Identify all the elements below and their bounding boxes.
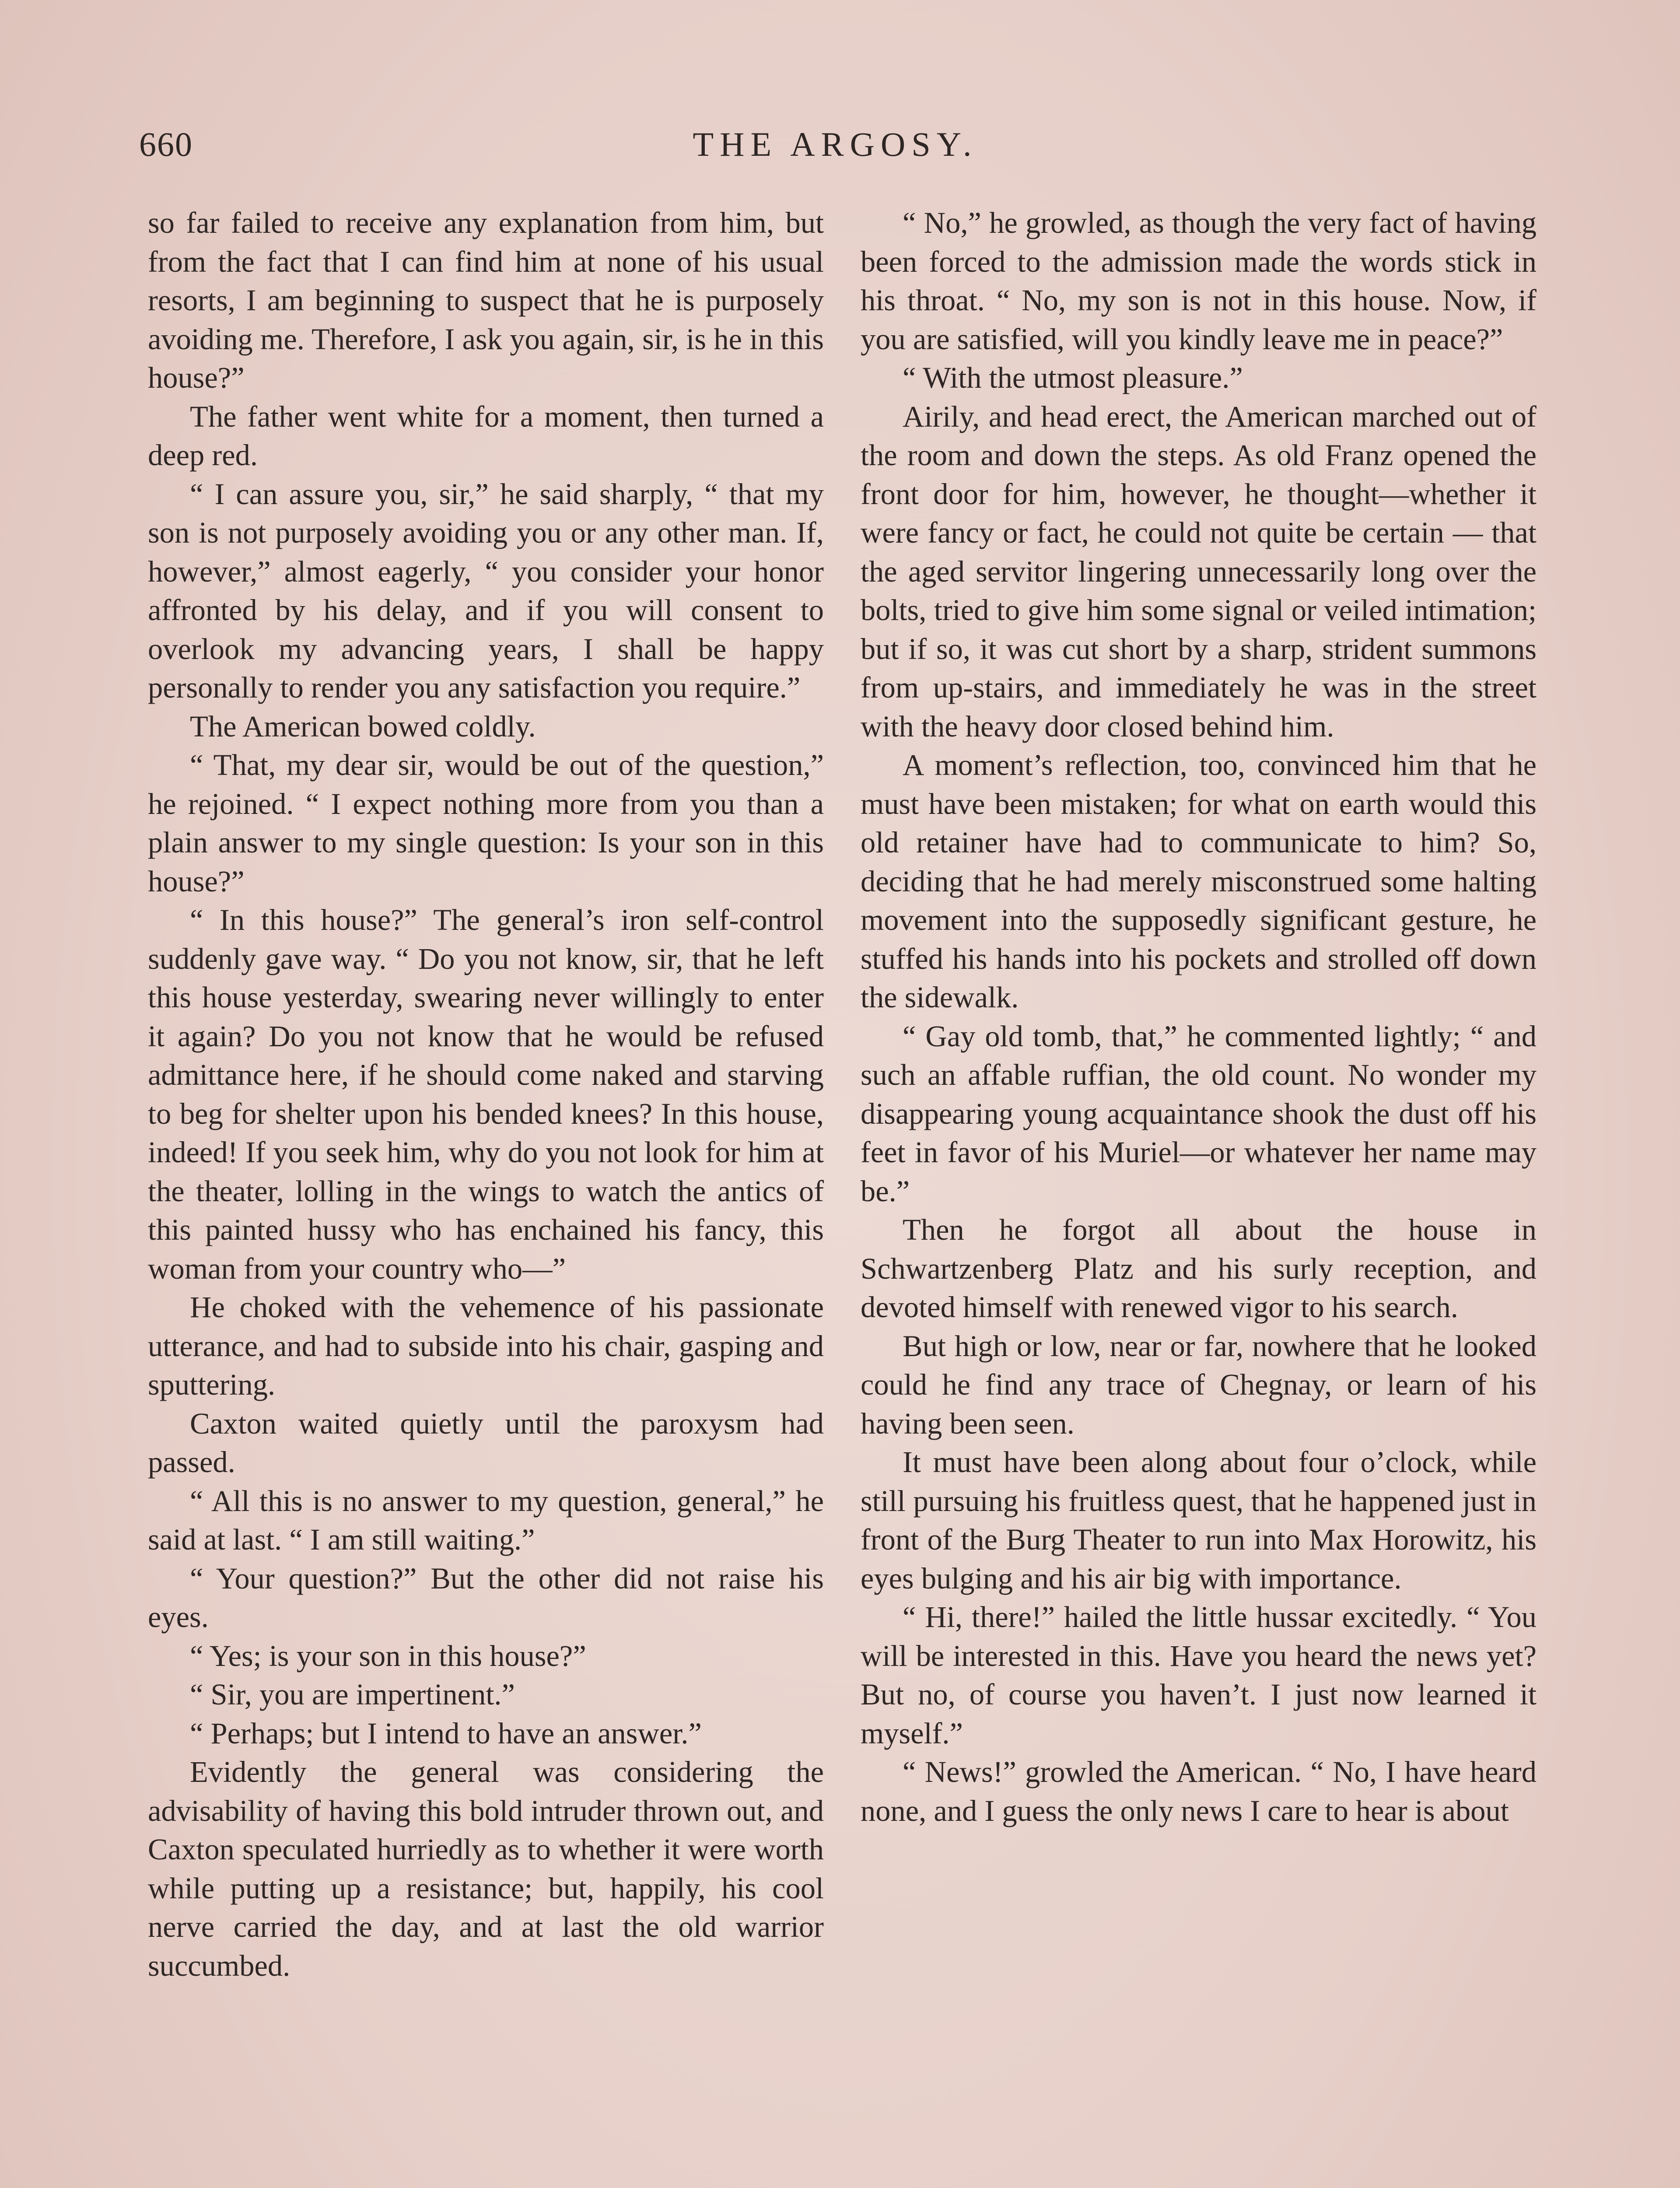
right-column — [861, 203, 1536, 1830]
paragraph: “ Sir, you are impertinent.” — [190, 1678, 515, 1711]
paragraph: A moment’s reflection, too, convinced him that he must have been mistaken; for what on earth would this old retainer have had to communicate to him? So, deciding that he had merely misconstrued some halting movement into the supposedly significant gesture, he stuffed his hands into his pockets and strolled off down the sidewalk. — [861, 748, 1536, 1014]
paragraph: “ Perhaps; but I intend to have an answer.” — [190, 1716, 702, 1750]
paragraph: “ Yes; is your son in this house?” — [190, 1639, 586, 1673]
page-number: 660 — [139, 125, 193, 163]
paragraph: It must have been along about four o’clock, while still pursuing his fruitless quest, that he happened just in front of the Burg Theater to run into Max Horowitz, his eyes bulging and his air big with importance. — [861, 1445, 1536, 1595]
paragraph: Airily, and head erect, the American marched out of the room and down the steps. As old Franz opened the front door for him, however, he thought—whether it were fancy or fact, he could not quite be certain — that the aged servitor lingering unnecessarily long over the bolts, tried to give him some signal or veiled intimation; but if so, it was cut short by a sharp, strident summons from up-stairs, and immediately he was in the street with the heavy door closed behind him. — [861, 400, 1536, 743]
paragraph: The American bowed coldly. — [190, 709, 536, 743]
paragraph: “ I can assure you, sir,” he said sharply, “ that my son is not purposely avoiding you or any other man. If, however,” almost eagerly, “ you consider your honor affronted by his delay, and if you will consent to overlook my advancing years, I shall be happy personally to render you any satisfaction you require.” — [148, 477, 824, 704]
paragraph: “ Your question?” But the other did not raise his eyes. — [148, 1561, 824, 1634]
paragraph: Then he forgot all about the house in Schwartzenberg Platz and his surly reception, and devoted himself with renewed vigor to his search. — [861, 1213, 1536, 1324]
paragraph: “ No,” he growled, as though the very fact of having been forced to the admission made the words stick in his throat. “ No, my son is not in this house. Now, if you are satisfied, will you kindly leave me in peace?” — [861, 206, 1536, 356]
running-title: THE ARGOSY. — [693, 125, 978, 163]
paragraph: “ That, my dear sir, would be out of the question,” he rejoined. “ I expect nothing more from you than a plain answer to my single question: Is your son in this house?” — [148, 748, 824, 898]
page-header — [139, 125, 1531, 173]
paragraph: The father went white for a moment, then turned a deep red. — [148, 400, 824, 472]
paragraph: “ Hi, there!” hailed the little hussar excitedly. “ You will be interested in this. Have you heard the news yet? But no, of course you haven’t. I just now learned it myself.” — [861, 1600, 1536, 1750]
paragraph: Caxton waited quietly until the paroxysm had passed. — [148, 1406, 824, 1479]
paragraph: Evidently the general was considering the advisability of having this bold intruder thrown out, and Caxton speculated hurriedly as to whether it were worth while putting up a resistance; but, happily, his cool nerve carried the day, and at last the old warrior succumbed. — [148, 1755, 824, 1982]
paragraph: “ In this house?” The general’s iron self-control suddenly gave way. “ Do you not know, sir, that he left this house yesterday, swearing never willingly to enter it again? Do you not know that he would be refused admittance here, if he should come naked and starving to beg for shelter upon his bended knees? In this house, indeed! If you seek him, why do you not look for him at the theater, lolling in the wings to watch the antics of this painted hussy who has enchained his fancy, this woman from your country who—” — [148, 903, 824, 1285]
paragraph: “ With the utmost pleasure.” — [903, 361, 1243, 394]
paragraph: “ Gay old tomb, that,” he commented lightly; “ and such an affable ruffian, the old count. No wonder my disappearing young acquaintance shook the dust off his feet in favor of his Muriel—or whatever her name may be.” — [861, 1019, 1536, 1208]
paragraph: But high or low, near or far, nowhere that he looked could he find any trace of Chegnay, or learn of his having been seen. — [861, 1329, 1536, 1440]
paragraph: “ News!” growled the American. “ No, I have heard none, and I guess the only news I care to hear is about — [861, 1755, 1536, 1827]
left-column — [148, 203, 824, 1985]
paragraph: He choked with the vehemence of his passionate utterance, and had to subside into his chair, gasping and sputtering. — [148, 1290, 824, 1401]
paragraph: so far failed to receive any explanation from him, but from the fact that I can find him at none of his usual resorts, I am beginning to suspect that he is purposely avoiding me. Therefore, I ask you again, sir, is he in this house?” — [148, 206, 824, 394]
paragraph: “ All this is no answer to my question, general,” he said at last. “ I am still waiting.” — [148, 1484, 824, 1556]
